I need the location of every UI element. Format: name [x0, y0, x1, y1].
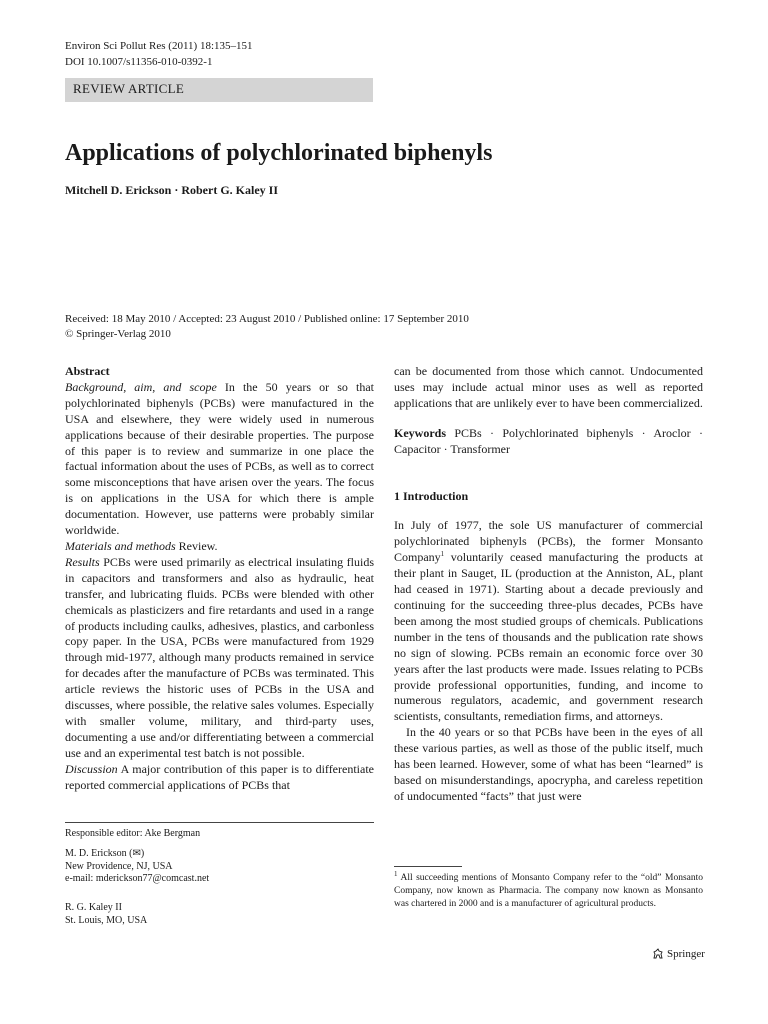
abstract-methods	[65, 539, 374, 555]
abstract-methods-label: Materials and methods	[65, 538, 176, 553]
footnote-text: All succeeding mentions of Monsanto Company refer to the “old” Monsanto Company, now known as Pharmacia. The company now known as Monsanto was chartered in 2000 and is a manufacturer of agricultural products.	[394, 873, 703, 909]
footnote	[394, 869, 703, 911]
abstract-discussion-continued: can be documented from those which cannot. Undocumented uses may include actual minor uses as well as reported applications that are unlikely ever to have been commercialized.	[394, 364, 703, 410]
author2-contact	[65, 902, 147, 927]
abstract-background-text: In the 50 years or so that polychlorinated biphenyls (PCBs) were manufactured in the USA and elsewhere, they were widely used in numerous applications because of their desirable properties. The purpose of this paper is to review and summarize in one place the factual information about the uses of PCBs, as well as to correct some misconceptions that have arisen over the years. The focus is on applications in the USA for which there is ample documentation. However, use patterns were probably similar worldwide.	[65, 379, 374, 538]
publisher-logo	[652, 948, 705, 960]
responsible-editor: Responsible editor: Ake Bergman	[65, 828, 201, 839]
abstract-discussion-text: A major contribution of this paper is to differentiate reported commercial applications of PCBs that	[65, 761, 374, 792]
abstract-heading: Abstract	[65, 364, 110, 378]
keywords-text: PCBs · Polychlorinated biphenyls · Aroclor · Capacitor · Transformer	[394, 425, 703, 456]
right-column	[394, 364, 703, 805]
left-column	[65, 364, 374, 793]
keywords-label: Keywords	[394, 425, 446, 440]
abstract-background	[65, 380, 374, 539]
author1-name: M. D. Erickson (✉)	[65, 848, 145, 859]
author1-email[interactable]: e-mail: mderickson77@comcast.net	[65, 873, 210, 884]
history-dates: Received: 18 May 2010 / Accepted: 23 August 2010 / Published online: 17 September 2010	[65, 313, 469, 325]
footnote-divider	[394, 866, 462, 867]
doi: DOI 10.1007/s11356-010-0392-1	[65, 56, 213, 68]
intro-p1-rest: voluntarily ceased manufacturing the products at their plant in Sauget, IL (production at the Anniston, AL, plant had ceased in 1971). Starting about a decade previously and continuing for the succeeding three-plus decades, PCBs have been among the most studied groups of chemicals. Publications number in the tens of thousands and the publication rate shows no sign of slowing. PCBs remain an economic force over 30 years after the last products were made. Issues relating to PCBs provide professional opportunities, funding, and income to numerous regulators, academic, and government research scientists, consultants, remediation firms, and attorneys.	[394, 550, 703, 724]
springer-horse-icon	[652, 948, 664, 960]
article-title: Applications of polychlorinated biphenyls	[65, 140, 493, 166]
footnote-number: 1	[394, 869, 398, 878]
publisher-name: Springer	[667, 948, 705, 960]
intro-p1-start: In July of 1977, the sole US manufacturer of commercial polychlorinated biphenyls (PCBs), the former Monsanto Company	[394, 518, 703, 565]
section-heading-introduction: 1 Introduction	[394, 488, 469, 503]
authors: Mitchell D. Erickson · Robert G. Kaley II	[65, 183, 278, 197]
keywords	[394, 426, 703, 458]
abstract-results-label: Results	[65, 554, 100, 569]
author1-city: New Providence, NJ, USA	[65, 860, 173, 872]
copyright: © Springer-Verlag 2010	[65, 328, 171, 340]
abstract-methods-text: Review.	[175, 538, 218, 553]
author2-name: R. G. Kaley II	[65, 902, 122, 913]
journal-citation: Environ Sci Pollut Res (2011) 18:135–151	[65, 40, 253, 52]
publication-dates	[65, 312, 469, 342]
journal-meta	[65, 38, 253, 70]
author1-contact	[65, 848, 209, 886]
abstract-results	[65, 555, 374, 762]
abstract-discussion-label: Discussion	[65, 761, 118, 776]
abstract-background-label: Background, aim, and scope	[65, 379, 217, 394]
abstract-discussion	[65, 762, 374, 794]
footnote-ref[interactable]: 1	[440, 550, 445, 559]
introduction-paragraph-1	[394, 518, 703, 725]
article-type-banner: REVIEW ARTICLE	[65, 78, 373, 102]
author2-city: St. Louis, MO, USA	[65, 914, 148, 926]
introduction-paragraph-2: In the 40 years or so that PCBs have been in the eyes of all these various parties, as well as those of the public itself, much has been learned. However, some of what has been “learned” is based on misunderstandings, apocrypha, and careless repetition of undocumented “facts” that just were	[394, 725, 703, 803]
abstract-results-text: PCBs were used primarily as electrical insulating fluids in capacitors and transformers and also as hydraulic, heat transfer, and lubricating fluids. PCBs were blended with other chemicals as plasticizers and fire retardants and used in a range of products including caulks, adhesives, plastics, and carbonless copy paper. In the USA, PCBs were manufactured from 1929 through mid-1977, although many products remained in service for decades after the manufacture of PCBs was terminated. This article reviews the historic uses of PCBs in the USA and discusses, where possible, the relative sales volumes. Especially with smaller volume, military, and third-party uses, documenting a use and/or differentiating between a commercial use and an experimental test batch is not possible.	[65, 554, 374, 760]
left-footer-divider	[65, 822, 374, 823]
